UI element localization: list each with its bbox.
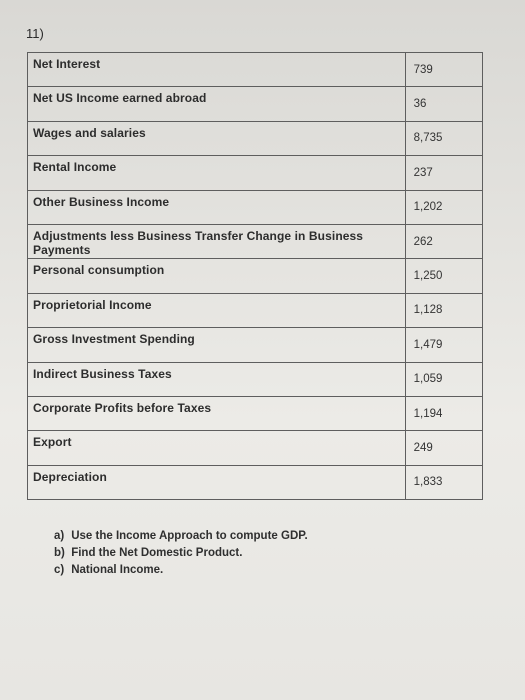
question-text: National Income.	[71, 564, 164, 576]
row-label: Depreciation	[28, 465, 406, 499]
row-value: 1,059	[405, 362, 482, 396]
row-value: 249	[405, 431, 482, 465]
question-item	[54, 562, 308, 579]
row-label: Adjustments less Business Transfer Change in Business Payments	[28, 224, 406, 258]
table-row	[28, 121, 483, 155]
question-item	[54, 528, 308, 545]
row-label: Corporate Profits before Taxes	[28, 396, 406, 430]
table-row	[28, 293, 483, 327]
row-label: Export	[28, 431, 406, 465]
income-data-table	[27, 52, 483, 500]
table-row	[28, 190, 483, 224]
table-row	[28, 224, 483, 258]
table-row	[28, 53, 483, 87]
row-label: Wages and salaries	[28, 121, 406, 155]
row-value: 739	[405, 53, 482, 87]
question-item	[54, 545, 308, 562]
row-label: Net Interest	[28, 53, 406, 87]
row-label: Rental Income	[28, 156, 406, 190]
row-label: Indirect Business Taxes	[28, 362, 406, 396]
table-row	[28, 328, 483, 362]
table-row	[28, 465, 483, 499]
row-value: 1,250	[405, 259, 482, 293]
table-row	[28, 362, 483, 396]
question-letter: a)	[54, 530, 65, 542]
problem-number: 11)	[26, 26, 44, 41]
row-value: 1,479	[405, 328, 482, 362]
row-value: 262	[405, 224, 482, 258]
row-value: 1,833	[405, 465, 482, 499]
table-row	[28, 259, 483, 293]
question-letter: c)	[54, 564, 65, 576]
row-value: 36	[405, 87, 482, 121]
row-label: Other Business Income	[28, 190, 406, 224]
question-letter: b)	[54, 547, 65, 559]
question-list	[54, 528, 308, 579]
row-label: Proprietorial Income	[28, 293, 406, 327]
table-row	[28, 396, 483, 430]
question-text: Use the Income Approach to compute GDP.	[71, 530, 308, 542]
row-value: 1,194	[405, 396, 482, 430]
row-label: Net US Income earned abroad	[28, 87, 406, 121]
row-value: 8,735	[405, 121, 482, 155]
row-value: 237	[405, 156, 482, 190]
row-value: 1,128	[405, 293, 482, 327]
row-value: 1,202	[405, 190, 482, 224]
question-text: Find the Net Domestic Product.	[71, 547, 243, 559]
row-label: Gross Investment Spending	[28, 328, 406, 362]
table-row	[28, 87, 483, 121]
table-row	[28, 431, 483, 465]
table-row	[28, 156, 483, 190]
row-label: Personal consumption	[28, 259, 406, 293]
